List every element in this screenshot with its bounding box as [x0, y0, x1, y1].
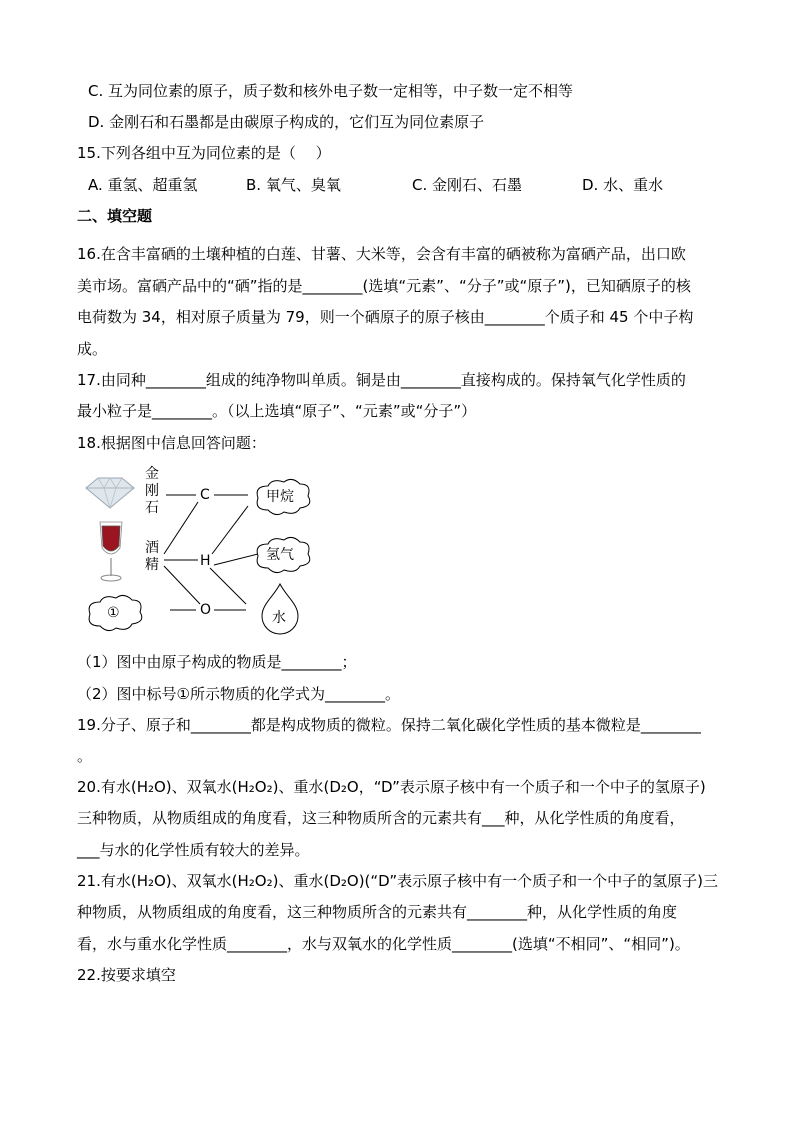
marker-label: ① — [107, 605, 120, 621]
q15-options — [88, 175, 708, 195]
water-label: 水 — [272, 610, 286, 626]
q17-line-2: 最小粒子是________。（以上选填“原子”、“元素”或“分子”） — [77, 402, 477, 420]
q15-stem: 15.下列各组中互为同位素的是（ ） — [77, 144, 331, 162]
hydrogen-element-label: H — [200, 553, 211, 569]
q19-line-2: 。 — [77, 747, 93, 765]
q22-stem: 22.按要求填空 — [77, 966, 176, 984]
ethanol-label: 酒精 — [145, 540, 159, 573]
q15-option-b: B. 氧气、臭氧 — [246, 176, 341, 194]
q16-line-2: 美市场。富硒产品中的“硒”指的是________(选填“元素”、“分子”或“原子”)，已知硒原子的核 — [77, 277, 691, 295]
methane-label: 甲烷 — [266, 489, 294, 505]
wine-glass-icon — [100, 522, 122, 581]
q16-line-3: 电荷数为 34，相对原子质量为 79，则一个硒原子的原子核由________个质子和 45 个中子构 — [77, 308, 694, 326]
q16-line-4: 成。 — [77, 340, 108, 358]
q14-option-c: C. 互为同位素的原子，质子数和核外电子数一定相等，中子数一定不相等 — [88, 82, 574, 100]
q21-line-1: 21.有水(H₂O)、双氧水(H₂O₂)、重水(D₂O)(“D”表示原子核中有一个质子和一个中子的氢原子)三 — [77, 872, 718, 890]
q14-option-d: D. 金刚石和石墨都是由碳原子构成的，它们互为同位素原子 — [88, 113, 485, 131]
q19-line-1: 19.分子、原子和________都是构成物质的微粒。保持二氧化碳化学性质的基本微粒是________ — [77, 716, 701, 734]
diamond-icon — [86, 478, 134, 508]
q15-option-d: D. 水、重水 — [582, 176, 664, 194]
q16-line-1: 16.在含丰富硒的土壤种植的白莲、甘薯、大米等，会含有丰富的硒被称为富硒产品，出口欧 — [77, 245, 686, 263]
q18-stem: 18.根据图中信息回答问题： — [77, 434, 266, 452]
q21-line-2: 种物质，从物质组成的角度看，这三种物质所含的元素共有________种，从化学性质的角度 — [77, 903, 678, 921]
q17-line-1: 17.由同种________组成的纯净物叫单质。铜是由________直接构成的。保持氧气化学性质的 — [77, 371, 686, 389]
q15-option-c: C. 金刚石、石墨 — [412, 176, 523, 194]
q21-line-3: 看，水与重水化学性质________，水与双氧水的化学性质________(选填“不相同”、“相同”)。 — [77, 935, 690, 953]
oxygen-label: O — [200, 602, 212, 618]
hydrogen-gas-label: 氢气 — [266, 547, 294, 563]
q15-option-a: A. 重氢、超重氢 — [88, 176, 198, 194]
section-heading: 二、填空题 — [77, 207, 153, 225]
q20-line-1: 20.有水(H₂O)、双氧水(H₂O₂)、重水(D₂O，“D”表示原子核中有一个质子和一个中子的氢原子) — [77, 778, 706, 796]
q18-sub-1: （1）图中由原子构成的物质是________； — [77, 653, 357, 671]
carbon-label: C — [200, 487, 210, 503]
q20-line-2: 三种物质，从物质组成的角度看，这三种物质所含的元素共有___种，从化学性质的角度看， — [77, 809, 685, 827]
q18-sub-2: （2）图中标号①所示物质的化学式为________。 — [77, 685, 400, 703]
q18-diagram — [78, 462, 338, 642]
q20-line-3: ___与水的化学性质有较大的差异。 — [77, 841, 310, 859]
diamond-label: 金刚石 — [145, 466, 159, 516]
